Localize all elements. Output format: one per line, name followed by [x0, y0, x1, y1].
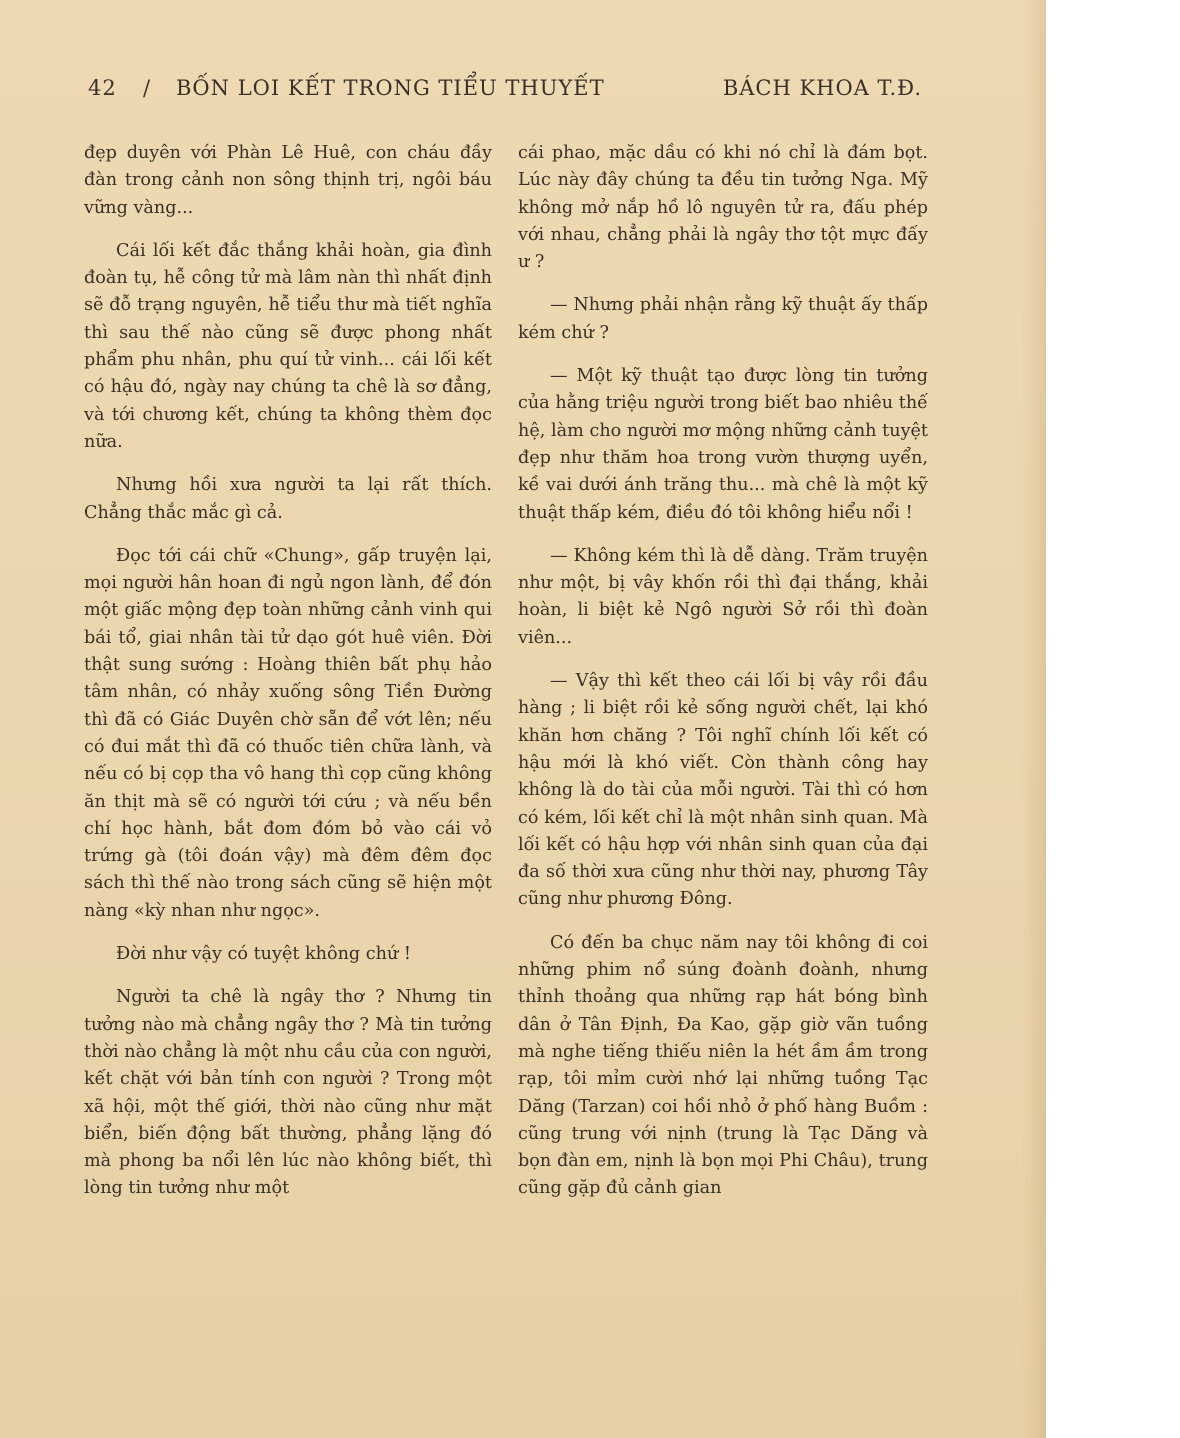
left-column [84, 140, 492, 1219]
paragraph: — Vậy thì kết theo cái lối bị vây rồi đầu hàng ; li biệt rồi kẻ sống người chết, lại khó khăn hơn chăng ? Tôi nghĩ chính lối kết có hậu mới là khó viết. Còn thành công hay không là do tài của mỗi người. Tài thì có hơn có kém, lối kết chỉ là một nhân sinh quan. Mà lối kết có hậu hợp với nhân sinh quan của đại đa số thời xưa cũng như thời nay, phương Tây cũng như phương Đông. [518, 671, 928, 910]
right-column [518, 140, 928, 1219]
paragraph: Người ta chê là ngây thơ ? Nhưng tin tưởng nào mà chẳng ngây thơ ? Mà tin tưởng thời nào chẳng là một nhu cầu của con người, kết chặt với bản tính con người ? Trong một xã hội, một thế giới, thời nào cũng như mặt biển, biến động bất thường, phẳng lặng đó mà phong ba nổi lên lúc nào không biết, thì lòng tin tưởng như một [84, 987, 492, 1199]
paragraph: đẹp duyên với Phàn Lê Huê, con cháu đầy đàn trong cảnh non sông thịnh trị, ngôi báu vững vàng... [84, 143, 492, 218]
paragraph: — Một kỹ thuật tạo được lòng tin tưởng của hằng triệu người trong biết bao nhiêu thế hệ, làm cho người mơ mộng những cảnh tuyệt đẹp như thăm hoa trong vườn thượng uyển, kề vai dưới ánh trăng thu... mà chê là một kỹ thuật thấp kém, điều đó tôi không hiểu nổi ! [518, 366, 928, 523]
paragraph: — Không kém thì là dễ dàng. Trăm truyện như một, bị vây khốn rồi thì đại thắng, khải hoàn, li biệt kẻ Ngô người Sở rồi thì đoàn viên... [518, 545, 928, 648]
page-number: 42 [88, 76, 117, 100]
article-title: BỐN LOI KẾT TRONG TIỂU THUYẾT [176, 76, 605, 100]
running-header [88, 76, 922, 110]
paragraph: Đời như vậy có tuyệt không chứ ! [116, 944, 411, 965]
journal-name: BÁCH KHOA T.Đ. [722, 76, 922, 100]
header-separator: / [143, 76, 152, 100]
paragraph: cái phao, mặc dầu có khi nó chỉ là đám bọt. Lúc này đây chúng ta đều tin tưởng Nga. Mỹ không mở nắp hồ lô nguyên tử ra, đấu phép với nhau, chẳng phải là ngây thơ tột mực đấy ư ? [518, 143, 928, 273]
paragraph: Nhưng hồi xưa người ta lại rất thích. Chẳng thắc mắc gì cả. [84, 475, 492, 523]
paragraph: — Nhưng phải nhận rằng kỹ thuật ấy thấp kém chứ ? [518, 295, 928, 343]
paragraph: Cái lối kết đắc thắng khải hoàn, gia đình đoàn tụ, hễ công tử mà lâm nàn thì nhất định sẽ đỗ trạng nguyên, hễ tiểu thư mà tiết nghĩa thì sau thế nào cũng sẽ được phong nhất phẩm phu nhân, phu quí tử vinh... cái lối kết có hậu đó, ngày nay chúng ta chê là sơ đẳng, và tới chương kết, chúng ta không thèm đọc nữa. [84, 240, 492, 452]
paragraph: Đọc tới cái chữ «Chung», gấp truyện lại, mọi người hân hoan đi ngủ ngon lành, để đón một giấc mộng đẹp toàn những cảnh vinh qui bái tổ, giai nhân tài tử dạo gót huê viên. Đời thật sung sướng : Hoàng thiên bất phụ hảo tâm nhân, có nhảy xuống sông Tiền Đường thì đã có Giác Duyên chờ sẵn để vớt lên; nếu có đui mắt thì đã có thuốc tiên chữa lành, và nếu có bị cọp tha vô hang thì cọp cũng không ăn thịt mà sẽ có người tới cứu ; và nếu bền chí học hành, bắt đom đóm bỏ vào cái vỏ trứng gà (tôi đoán vậy) mà đêm đêm đọc sách thì thế nào trong sách cũng sẽ hiện một nàng «kỳ nhan như ngọc». [84, 545, 492, 921]
paragraph: Có đến ba chục năm nay tôi không đi coi những phim nổ súng đoành đoành, nhưng thỉnh thoảng qua những rạp hát bóng bình dân ở Tân Định, Đa Kao, gặp giờ vãn tuồng mà nghe tiếng thiếu niên la hét ầm ầm trong rạp, tôi mỉm cười nhớ lại những tuồng Tạc Dăng (Tarzan) coi hồi nhỏ ở phố hàng Buồm : cũng trung với nịnh (trung là Tạc Dăng và bọn đàn em, nịnh là bọn mọi Phi Châu), trung cũng gặp đủ cảnh gian [518, 932, 928, 1199]
